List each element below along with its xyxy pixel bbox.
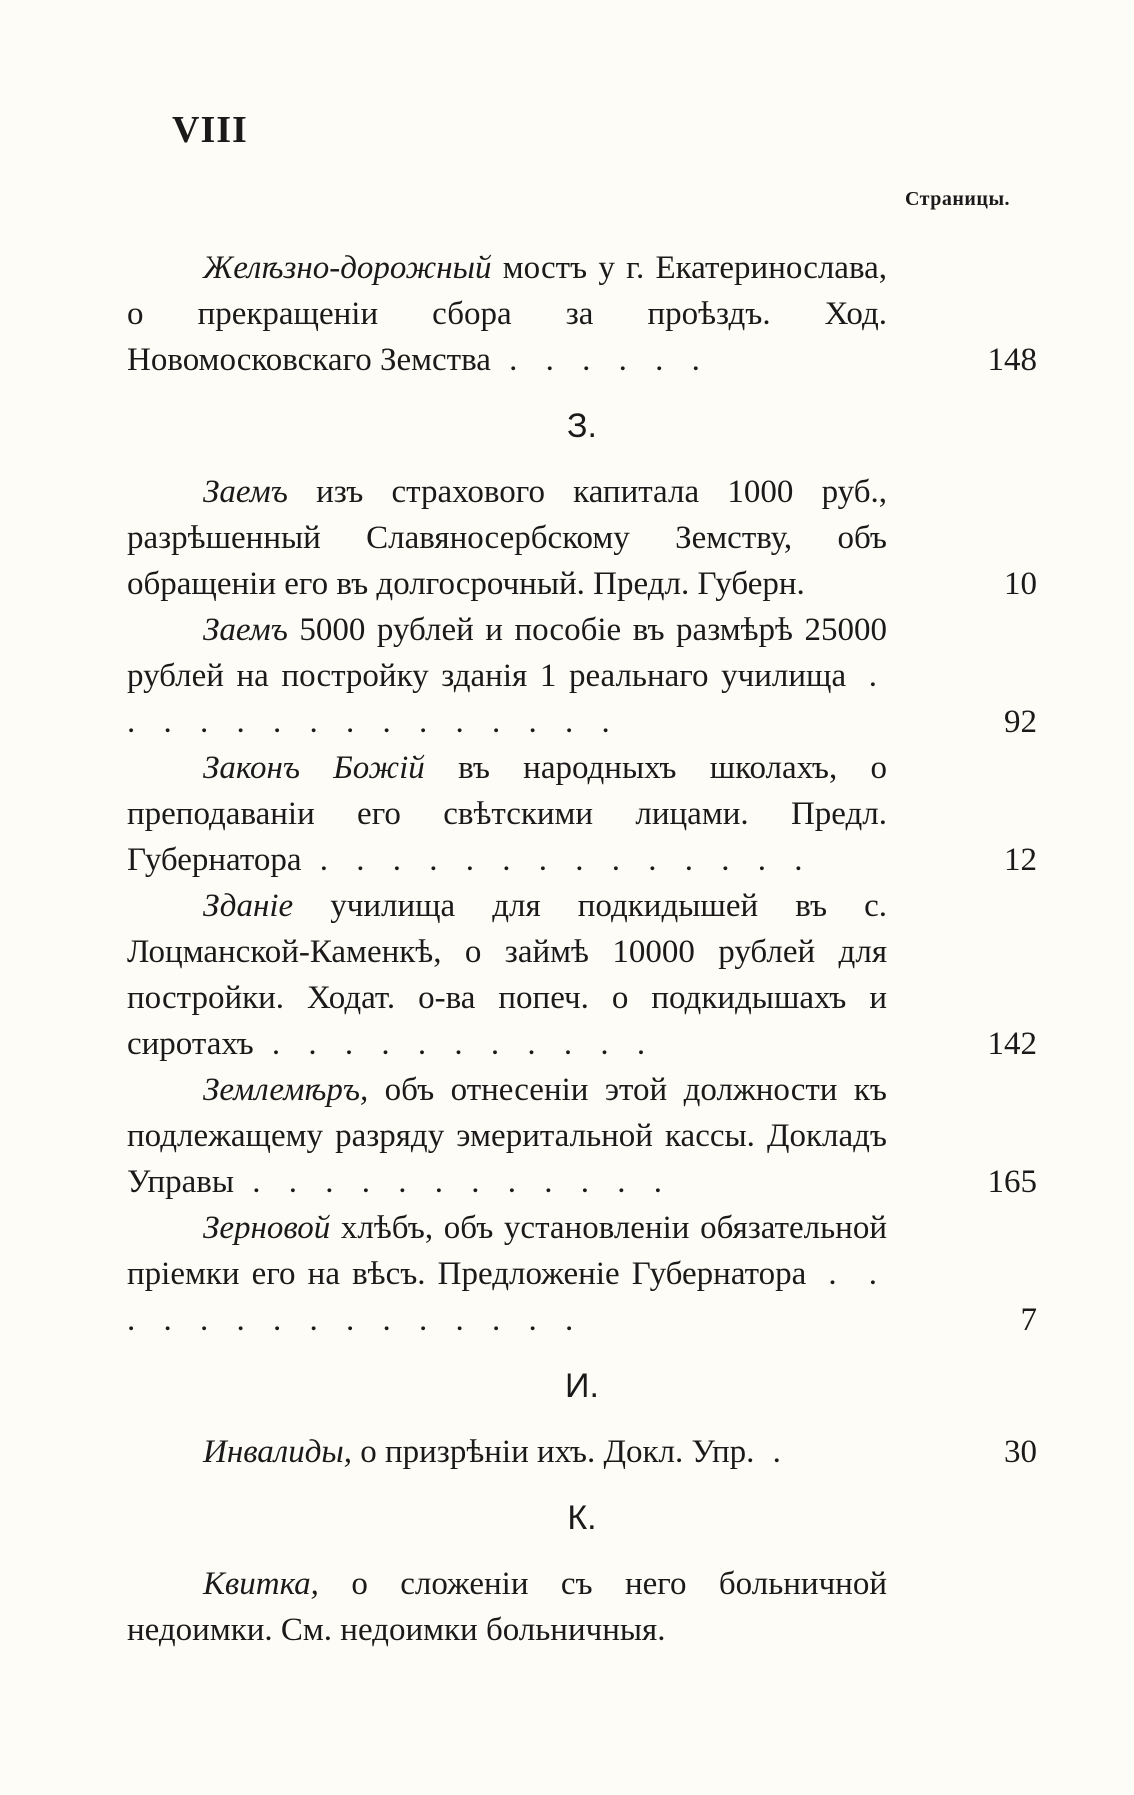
entry-lead: Желѣзно-дорожный [203,250,492,286]
entry-dots: . . . . . . . . . . . [253,1026,656,1062]
entry-page-number: 10 [1004,566,1037,602]
entry-lead: Инвалиды, [203,1434,352,1470]
entry-page-number: 30 [1004,1434,1037,1470]
entry-page-number: 165 [987,1164,1037,1200]
index-entry [127,607,1037,745]
entry-dots: . . . . . . . . . . . . . . . [127,1256,887,1338]
entry-dots: . [754,1434,791,1470]
entry-lead: Зерновой [203,1210,331,1246]
entry-text: изъ страхового капитала 1000 руб., разрѣшенный Славяносербскому Земству, объ обращеніи его въ долгосрочный. Предл. Губерн. [127,474,887,602]
entry-lead: Законъ Божій [203,750,425,786]
entry-text: мостъ у г. Екатеринослава, о прекращеніи сбора за проѣздъ. Ход. Новомосковскаго Земства [127,250,887,378]
section-letter: И. [565,1367,599,1405]
index-entry [127,1429,1037,1475]
index-content [127,245,1037,1653]
entry-text: объ отнесеніи этой должности къ подлежащему разряду эмеритальной кассы. Докладъ Управы [127,1072,887,1200]
entry-page-number: 92 [1004,704,1037,740]
entry-text: о сложеніи съ него больничной недоимки. См. недоимки больничныя. [127,1566,887,1648]
entry-lead: Землемѣръ, [203,1072,369,1108]
entry-page-number: 148 [987,342,1037,378]
entry-dots: . . . . . . [490,342,710,378]
entry-dots: . . . . . . . . . . . . . . . [127,658,888,740]
entry-text: училища для подкидышей въ с. Лоцманской-Каменкѣ, о займѣ 10000 рублей для постройки. Ходат. о-ва попеч. о подкидышахъ и сиротахъ [127,888,887,1062]
index-entry [127,1067,1037,1205]
entry-dots: . . . . . . . . . . . . [234,1164,673,1200]
index-entry [127,469,1037,607]
index-entry [127,1205,1037,1343]
entry-lead: Зданіе [203,888,294,924]
entry-dots: . . . . . . . . . . . . . . [301,842,813,878]
entry-lead: Заемъ [203,612,288,648]
section-letter: З. [567,407,597,445]
entry-text: 5000 рублей и пособіе въ размѣрѣ 25000 рублей на постройку зданія 1 реальнаго училища [127,612,887,694]
entry-text: о призрѣніи ихъ. Докл. Упр. [351,1434,755,1470]
entry-page-number: 12 [1004,842,1037,878]
entry-page-number: 142 [987,1026,1037,1062]
entry-text: хлѣбъ, объ установленіи обязательной пріемки его на вѣсъ. Предложеніе Губернатора [127,1210,887,1292]
index-entry [127,245,1037,383]
pages-column-label: Страницы. [905,188,1011,210]
index-entry [127,745,1037,883]
entry-page-number: 7 [1020,1302,1037,1338]
entry-lead: Заемъ [203,474,288,510]
entry-text: въ народныхъ школахъ, о преподаваніи его свѣтскими лицами. Предл. Губернатора [127,750,887,878]
index-entry [127,1561,1037,1653]
section-letter: К. [567,1499,597,1537]
page-number: VIII [172,109,248,151]
index-entry [127,883,1037,1067]
entry-lead: Квитка, [203,1566,319,1602]
